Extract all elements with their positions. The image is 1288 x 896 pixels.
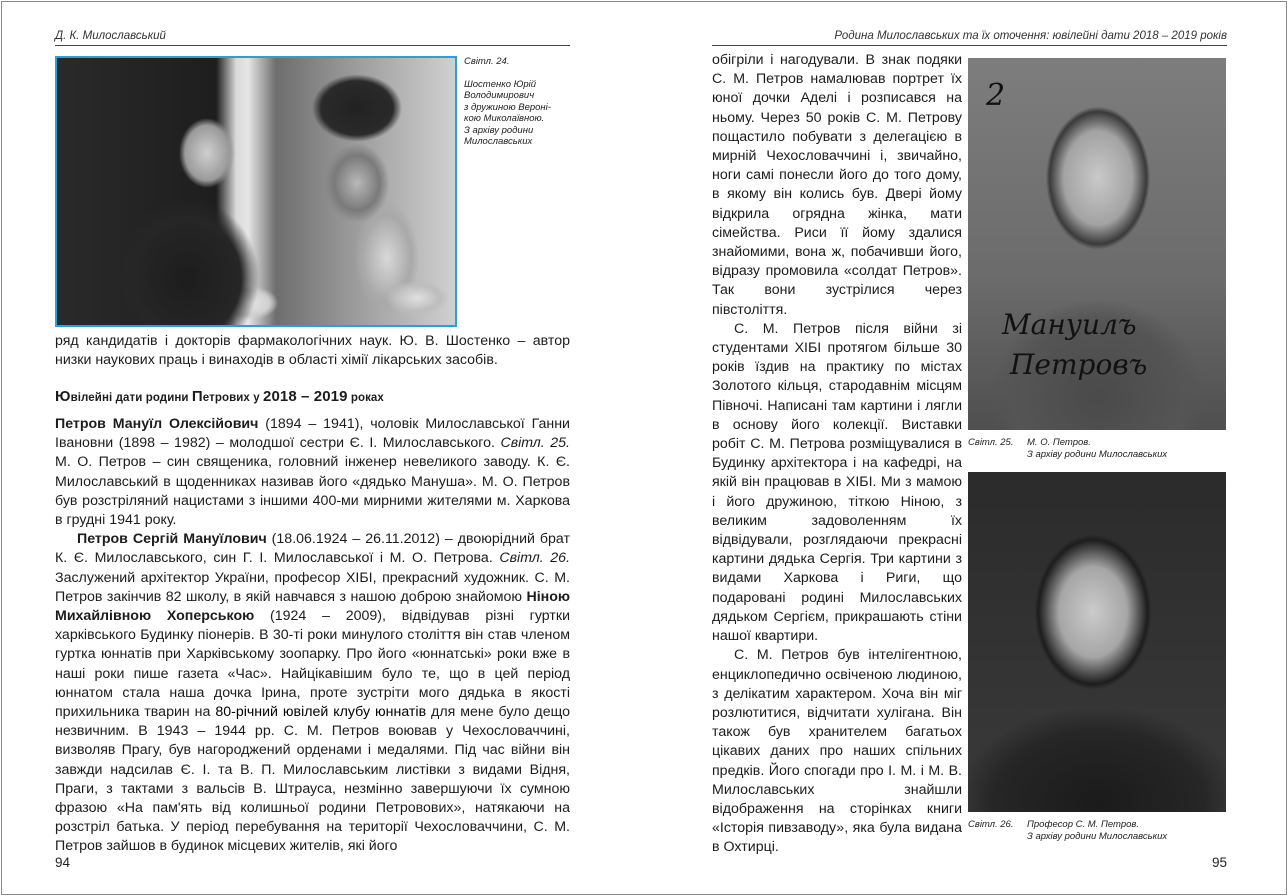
caption-line: М. О. Петров.: [1027, 437, 1091, 448]
photo-signature-line-1: Мануилъ: [1002, 308, 1137, 341]
caption-line: Милославських: [464, 136, 533, 147]
running-head-right: Родина Милославських та їх оточення: ювілейні дати 2018 – 2019 років: [834, 30, 1227, 42]
person-name: Петров Сергій Мануїлович: [77, 531, 267, 548]
text-run: Заслужений архітектор України, професор ХІБІ, прекрасний художник. С. М. Петров закінчив 82 школу, в якій навчався з нашою доброю знайомою: [55, 569, 570, 605]
header-rule-right: [712, 45, 1227, 46]
caption-figure-24: [464, 56, 576, 148]
text-run: (1924 – 2009), відвідував різні гуртки харківського Будинку піонерів. В 30-ті роки минулого століття він став членом гуртка юннатів при Харківському зоопарку. Про його «юннатські» роки вже в наші роки пише газета «Час». Найцікавішим було те, що в цей період юннатом стала наша дочка Ірина, проте зустріти мого дядька в якості прихильника тварин на: [55, 608, 570, 721]
caption-label: Світл. 24.: [464, 56, 510, 67]
caption-label: Світл. 26.: [968, 819, 1014, 830]
title-smallcaps: роках: [347, 392, 384, 404]
intro-paragraph: [55, 332, 570, 370]
paragraph-sergii-petrov: [55, 530, 570, 856]
running-head-left: Д. К. Милославський: [55, 30, 166, 42]
photo-sergii-petrov: [968, 472, 1226, 812]
figure-reference: Світл. 25.: [500, 435, 570, 452]
title-smallcaps: етрових у: [202, 392, 264, 404]
section-title: [55, 388, 384, 405]
text-run: М. О. Петров – син священика, головний інженер невеликого заводу. К. Є. Милославський в щоденниках називав його «дядько Мануша». М. О. Петров був розстріляний нацистами з іншими 400-ми мирними жителями м. Харкова в грудні 1941 року.: [55, 454, 570, 529]
caption-label: Світл. 25.: [968, 437, 1014, 448]
caption-line: Професор С. М. Петров.: [1027, 819, 1139, 830]
title-smallcaps: вілейні дати родини: [70, 392, 192, 404]
figure-reference: Світл. 26.: [499, 550, 571, 567]
right-body-text: [712, 51, 962, 858]
header-rule-left: [55, 45, 570, 46]
caption-line: З архіву родини Милославських: [1027, 448, 1168, 460]
title-cap: П: [191, 388, 203, 405]
left-body-text: [55, 415, 570, 857]
paragraph-czech-visit: обігріли і нагодували. В знак подяки С. М. Петров намалював портрет їх юної дочки Аделі і розписався на ньому. Через 50 років С. М. Петрову пощастило побувати з делегацією в мирній Чехословаччині і, звичайно, ноги самі понесли його до того дому, в якому він колись був. Двері йому відкрила огрядна жінка, мати сімейства. Риси її йому здалися знайомими, вона ж, побачивши його, відразу промовила «солдат Петров». Так вони зустрілися через півстоліття.: [712, 52, 962, 318]
page-number-right: 95: [1211, 855, 1227, 870]
intro-text: ряд кандидатів і докторів фармакологічних наук. Ю. В. Шостенко – автор низки наукових праць і винаходів в області хімії лікарських засобів.: [55, 333, 570, 369]
caption-line: з дружиною Вероні-: [464, 101, 551, 113]
title-cap: Ю: [55, 388, 71, 405]
caption-line: Володимирович: [464, 90, 535, 101]
caption-line: Шостенко Юрій: [464, 78, 537, 90]
title-years: 2018 – 2019: [263, 388, 348, 405]
right-page: [644, 0, 1288, 896]
photo-handwritten-number: 2: [986, 78, 1006, 113]
caption-figure-25: [968, 437, 1228, 460]
caption-line: кою Миколаївною.: [464, 113, 545, 124]
caption-figure-26: [968, 819, 1228, 842]
caption-line: З архіву родини Милославських: [1027, 830, 1168, 842]
text-run: (1894 – 1941), чоловік Милославської Ганни Івановни (1898 – 1982) – молодшої сестри Є. І. Милославського.: [55, 416, 570, 452]
person-name: Петров Мануїл Олексійович: [55, 416, 259, 432]
paragraph-practice-exhibitions: С. М. Петров після війни зі студентами ХІБІ протягом більше 30 років їздив на практику по містах Золотого кільця, стародавнім місцям Півночі. Написані там картини і лягли в основу його колекції. Виставки робіт С. М. Петрова розміщувалися в Будинку архітектора і на кафедрі, на якій він працював в ХІБІ. Ми з мамою і його дружиною, тіткою Ніною, з великим задоволенням їх відвідували, розглядаючи прекрасні картини дядька Сергія. Три картини з видами Харкова і Риги, що подаровані родині Милославських дядьком Сергієм, прикрашають стіни нашої квартири.: [712, 320, 962, 645]
photo-shostenko-couple: [55, 56, 457, 327]
text-run: для мене було дещо незвичним. В 1943 – 1944 рр. С. М. Петров воював у Чехословаччині, визволяв Прагу, був нагороджений орденами і медалями. Під час війни він завжди надсилав Є. І. та В. П. Милославським листівки з видами Відня, Праги, з тактами з вальсів В. Штрауса, незмінно завершуючи їх сумною фразою «На пам'ять від колишньої родини Петровових», натякаючи на розстріл батька. У період перебування на території Чехословаччини, С. М. Петров зайшов в будинок місцевих жителів, які його: [55, 704, 570, 855]
photo-manuil-petrov: [968, 58, 1226, 430]
highlighted-phrase: 80-річний ювілей клубу юннатів: [215, 704, 427, 721]
person-name: Ніною Михайлівною Хоперською: [55, 588, 570, 625]
caption-line: З архіву родини: [464, 124, 534, 136]
photo-signature-line-2: Петровъ: [1010, 348, 1148, 381]
text-run: (18.06.1924 – 26.11.2012) – двоюрідний брат К. Є. Милославського, син Г. І. Милославської і М. О. Петрова.: [55, 531, 570, 567]
paragraph-manuil-petrov: [55, 415, 570, 530]
page-number-left: 94: [55, 855, 71, 870]
paragraph-character: С. М. Петров був інтелігентною, енциклопедично освіченою людиною, з делікатим характером. Хоча він міг розлютитися, відчитати хуліганa. Він також був хранителем багатьох цікавих даних про наших спільних предків. Його спогади про І. М. і М. В. Милославських знайшли відображення на сторінках книги «Історія пивзаводу», яка була видана в Охтирці.: [712, 647, 962, 856]
